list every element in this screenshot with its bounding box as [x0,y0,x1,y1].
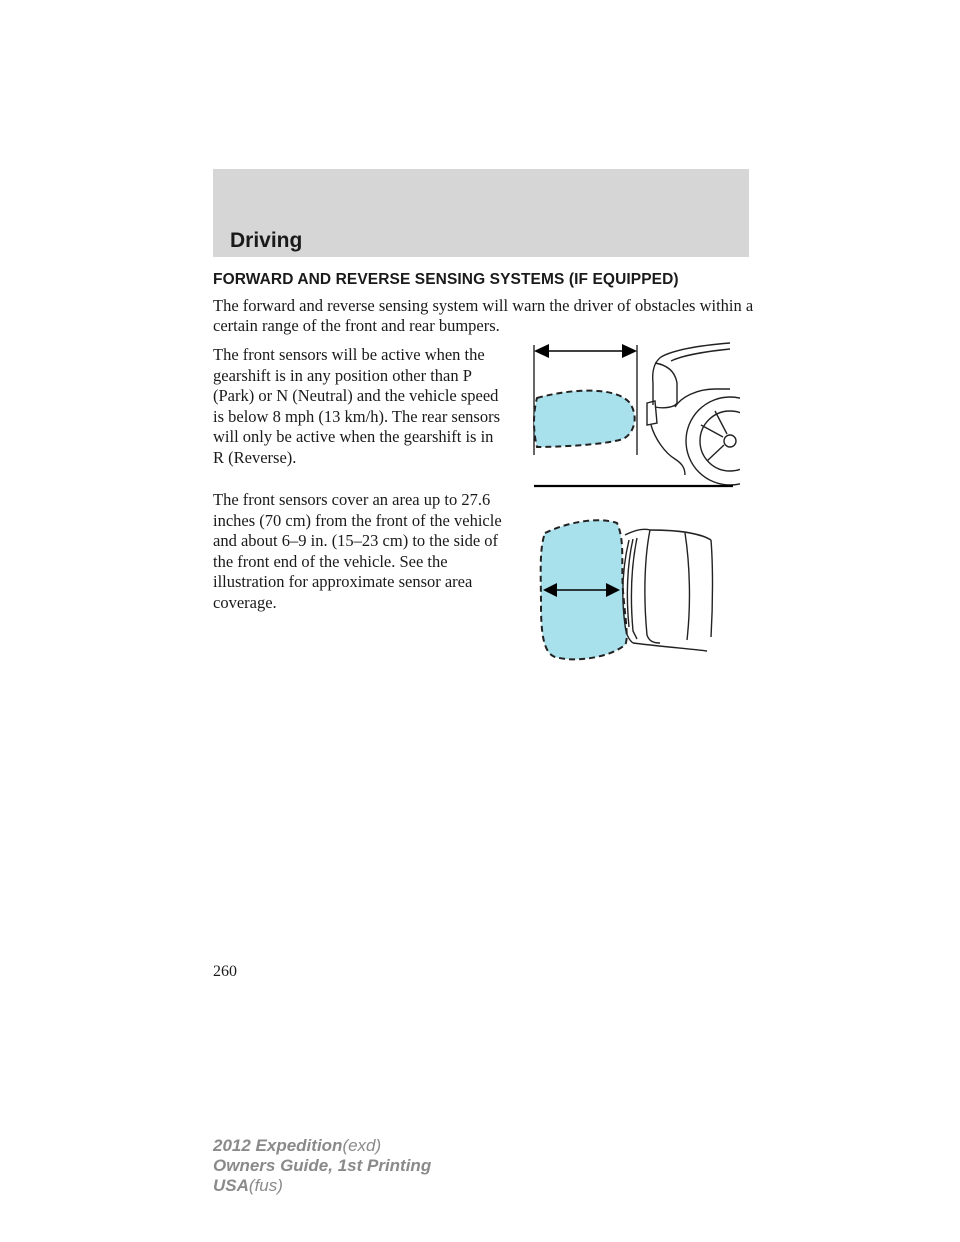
side-view-figure [534,343,740,486]
paragraph-front-sensors-active: The front sensors will be active when the gearshift is in any position other than P (Park) or N (Neutral) and the vehicle speed is below 8 mph (13 km/h). The rear sensors will only be active when the gearshift is in R (Reverse). [213,345,501,467]
paragraph-sensor-coverage: The front sensors cover an area up to 27.6 inches (70 cm) from the front of the vehicle and about 6–9 in. (15–23 cm) to the side of the front end of the vehicle. See the illustration for approximate sensor area coverage. [213,490,502,612]
footer [213,1136,431,1196]
top-view-figure [541,520,713,659]
section-title: Driving [230,229,303,252]
sensor-coverage-illustration [525,335,740,670]
footer-line-3: USA(fus) [213,1176,283,1195]
front-coverage-zone [534,391,635,447]
vehicle-top-icon [623,529,713,651]
page-heading: FORWARD AND REVERSE SENSING SYSTEMS (IF EQUIPPED) [213,271,679,288]
footer-line-1: 2012 Expedition(exd) [213,1136,382,1155]
page-number: 260 [213,963,237,980]
footer-line-2: Owners Guide, 1st Printing [213,1156,432,1175]
vehicle-side-icon [647,343,740,485]
intro-paragraph: The forward and reverse sensing system will warn the driver of obstacles within a certain range of the front and rear bumpers. [213,296,754,335]
